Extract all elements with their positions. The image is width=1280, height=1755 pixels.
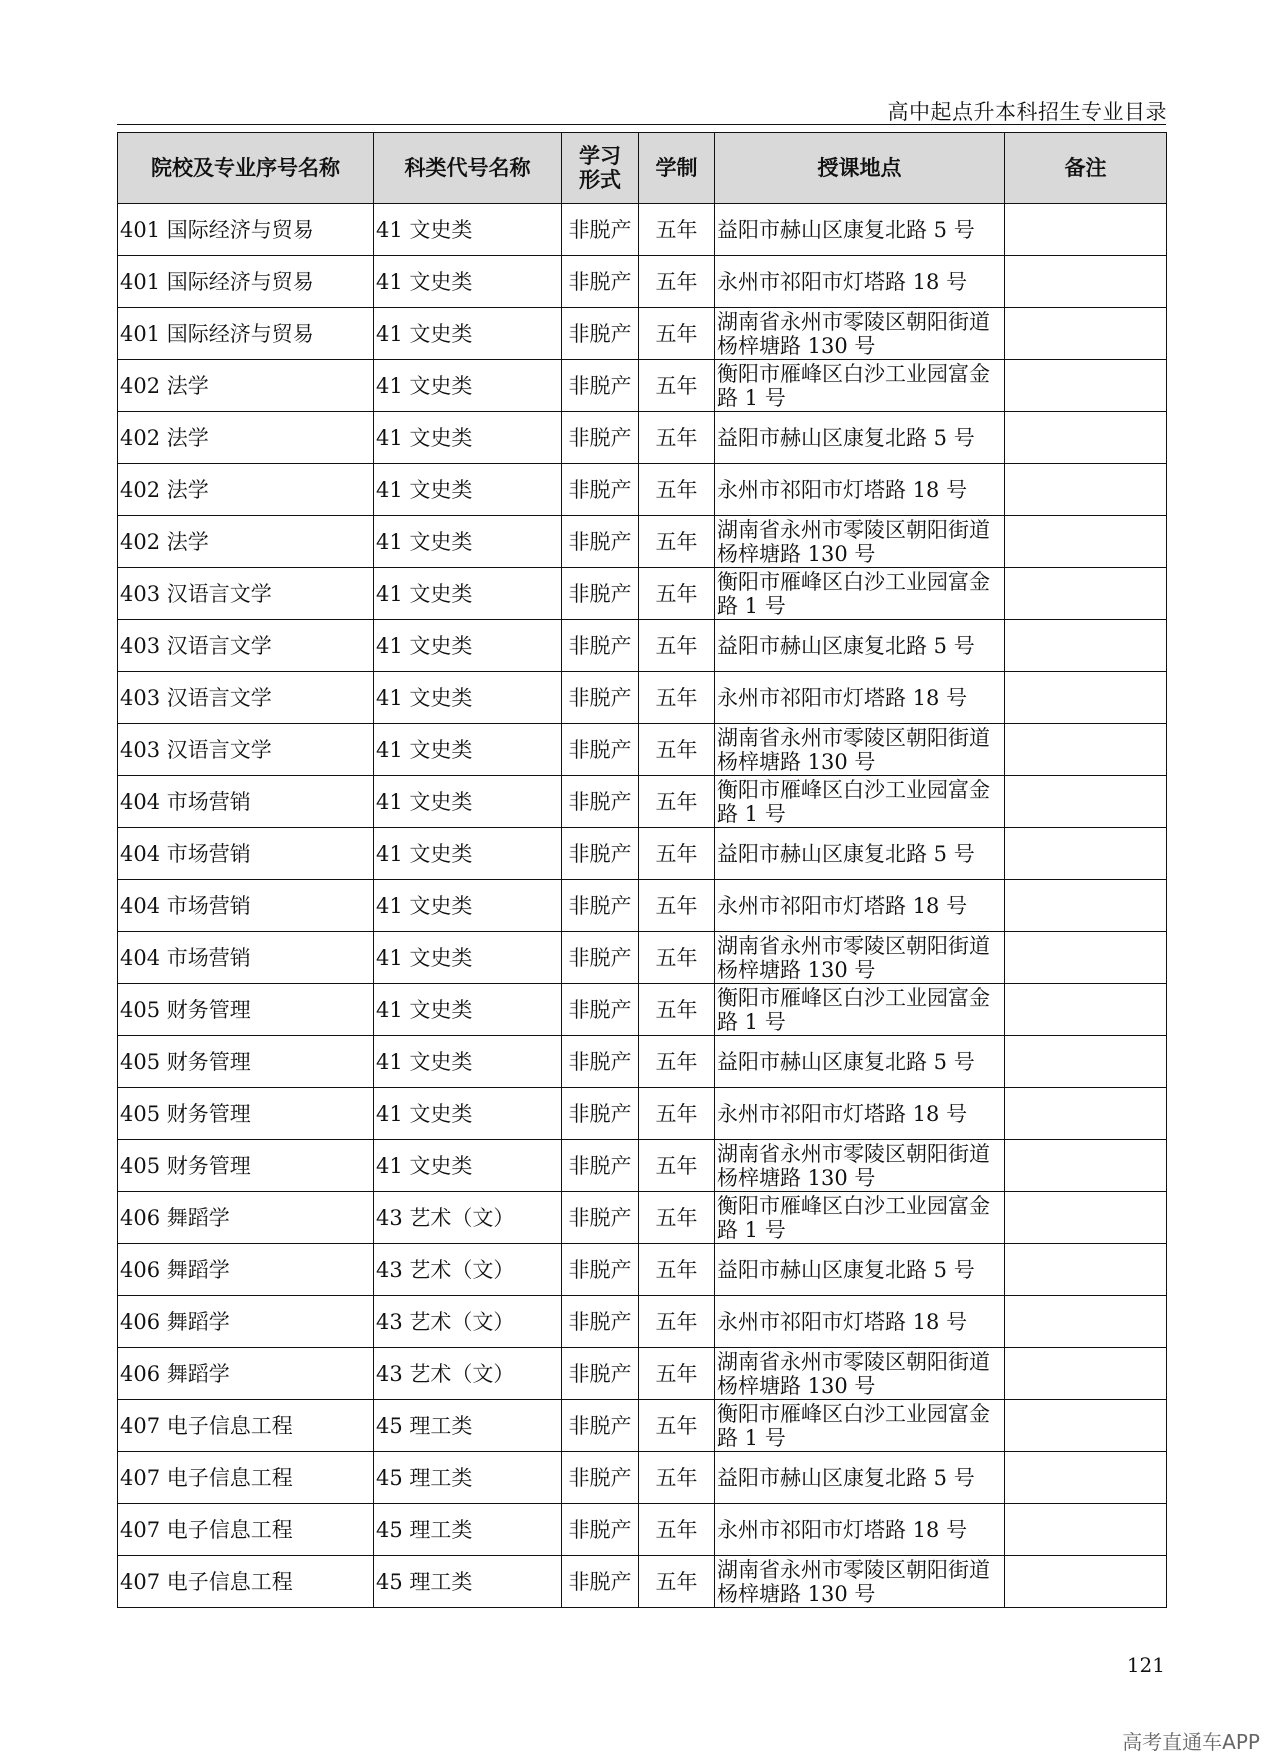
cell-remark <box>1005 984 1167 1036</box>
cell-location: 湖南省永州市零陵区朝阳街道杨梓塘路 130 号 <box>715 932 1005 984</box>
cell-major: 404 市场营销 <box>118 932 374 984</box>
cell-category: 41 文史类 <box>374 1036 562 1088</box>
cell-study-form: 非脱产 <box>562 776 639 828</box>
cell-duration: 五年 <box>639 620 715 672</box>
cell-remark <box>1005 1036 1167 1088</box>
table-row <box>118 1504 1167 1556</box>
major-catalog-table <box>117 132 1167 1608</box>
cell-remark <box>1005 672 1167 724</box>
cell-major: 402 法学 <box>118 412 374 464</box>
cell-major: 402 法学 <box>118 360 374 412</box>
cell-category: 41 文史类 <box>374 1140 562 1192</box>
cell-remark <box>1005 308 1167 360</box>
cell-location: 湖南省永州市零陵区朝阳街道杨梓塘路 130 号 <box>715 1556 1005 1608</box>
table-row <box>118 828 1167 880</box>
header-location: 授课地点 <box>715 133 1005 204</box>
cell-remark <box>1005 880 1167 932</box>
cell-duration: 五年 <box>639 360 715 412</box>
cell-category: 41 文史类 <box>374 724 562 776</box>
cell-study-form: 非脱产 <box>562 1244 639 1296</box>
table-row <box>118 568 1167 620</box>
table-row <box>118 516 1167 568</box>
cell-major: 402 法学 <box>118 516 374 568</box>
cell-category: 41 文史类 <box>374 1088 562 1140</box>
cell-category: 41 文史类 <box>374 360 562 412</box>
cell-duration: 五年 <box>639 828 715 880</box>
cell-category: 45 理工类 <box>374 1452 562 1504</box>
cell-study-form: 非脱产 <box>562 1556 639 1608</box>
cell-remark <box>1005 1244 1167 1296</box>
cell-duration: 五年 <box>639 1036 715 1088</box>
cell-remark <box>1005 776 1167 828</box>
cell-category: 41 文史类 <box>374 984 562 1036</box>
cell-location: 衡阳市雁峰区白沙工业园富金路 1 号 <box>715 1192 1005 1244</box>
cell-study-form: 非脱产 <box>562 568 639 620</box>
cell-location: 衡阳市雁峰区白沙工业园富金路 1 号 <box>715 984 1005 1036</box>
app-watermark: 高考直通车APP <box>1122 1730 1260 1754</box>
cell-duration: 五年 <box>639 672 715 724</box>
cell-major: 403 汉语言文学 <box>118 620 374 672</box>
cell-major: 403 汉语言文学 <box>118 672 374 724</box>
cell-duration: 五年 <box>639 1192 715 1244</box>
cell-location: 益阳市赫山区康复北路 5 号 <box>715 1036 1005 1088</box>
cell-duration: 五年 <box>639 308 715 360</box>
cell-duration: 五年 <box>639 1504 715 1556</box>
table-row <box>118 1556 1167 1608</box>
table-row <box>118 1400 1167 1452</box>
cell-study-form: 非脱产 <box>562 204 639 256</box>
header-study-form-line1: 学习 <box>579 144 621 168</box>
header-study-form <box>562 133 639 204</box>
cell-category: 41 文史类 <box>374 880 562 932</box>
cell-duration: 五年 <box>639 1140 715 1192</box>
cell-study-form: 非脱产 <box>562 412 639 464</box>
cell-location: 永州市祁阳市灯塔路 18 号 <box>715 1504 1005 1556</box>
cell-location: 衡阳市雁峰区白沙工业园富金路 1 号 <box>715 568 1005 620</box>
page-header-title: 高中起点升本科招生专业目录 <box>887 100 1167 124</box>
table-row <box>118 932 1167 984</box>
header-duration: 学制 <box>639 133 715 204</box>
cell-major: 407 电子信息工程 <box>118 1452 374 1504</box>
table-row <box>118 1088 1167 1140</box>
cell-location: 益阳市赫山区康复北路 5 号 <box>715 828 1005 880</box>
cell-major: 401 国际经济与贸易 <box>118 204 374 256</box>
cell-major: 405 财务管理 <box>118 1036 374 1088</box>
cell-remark <box>1005 620 1167 672</box>
cell-location: 永州市祁阳市灯塔路 18 号 <box>715 1088 1005 1140</box>
cell-duration: 五年 <box>639 932 715 984</box>
cell-category: 45 理工类 <box>374 1400 562 1452</box>
cell-study-form: 非脱产 <box>562 1504 639 1556</box>
header-major: 院校及专业序号名称 <box>118 133 374 204</box>
cell-remark <box>1005 724 1167 776</box>
cell-category: 41 文史类 <box>374 672 562 724</box>
table-row <box>118 412 1167 464</box>
table-row <box>118 776 1167 828</box>
cell-category: 43 艺术（文） <box>374 1348 562 1400</box>
cell-location: 湖南省永州市零陵区朝阳街道杨梓塘路 130 号 <box>715 308 1005 360</box>
cell-duration: 五年 <box>639 256 715 308</box>
cell-remark <box>1005 204 1167 256</box>
cell-remark <box>1005 1140 1167 1192</box>
cell-study-form: 非脱产 <box>562 932 639 984</box>
cell-remark <box>1005 1556 1167 1608</box>
cell-category: 41 文史类 <box>374 204 562 256</box>
cell-duration: 五年 <box>639 1556 715 1608</box>
cell-duration: 五年 <box>639 1296 715 1348</box>
cell-category: 41 文史类 <box>374 256 562 308</box>
cell-study-form: 非脱产 <box>562 724 639 776</box>
cell-major: 402 法学 <box>118 464 374 516</box>
cell-location: 湖南省永州市零陵区朝阳街道杨梓塘路 130 号 <box>715 724 1005 776</box>
cell-study-form: 非脱产 <box>562 1400 639 1452</box>
table-header-row <box>118 133 1167 204</box>
cell-study-form: 非脱产 <box>562 308 639 360</box>
cell-major: 405 财务管理 <box>118 1088 374 1140</box>
cell-category: 41 文史类 <box>374 620 562 672</box>
cell-remark <box>1005 464 1167 516</box>
cell-remark <box>1005 412 1167 464</box>
cell-category: 43 艺术（文） <box>374 1244 562 1296</box>
cell-remark <box>1005 1452 1167 1504</box>
table-row <box>118 1140 1167 1192</box>
cell-category: 43 艺术（文） <box>374 1296 562 1348</box>
header-divider <box>117 124 1166 125</box>
cell-category: 41 文史类 <box>374 464 562 516</box>
cell-duration: 五年 <box>639 880 715 932</box>
table-row <box>118 620 1167 672</box>
cell-major: 401 国际经济与贸易 <box>118 308 374 360</box>
cell-remark <box>1005 1400 1167 1452</box>
table-row <box>118 1296 1167 1348</box>
header-category: 科类代号名称 <box>374 133 562 204</box>
cell-major: 404 市场营销 <box>118 776 374 828</box>
cell-study-form: 非脱产 <box>562 1296 639 1348</box>
cell-major: 406 舞蹈学 <box>118 1192 374 1244</box>
cell-category: 41 文史类 <box>374 308 562 360</box>
cell-remark <box>1005 360 1167 412</box>
cell-duration: 五年 <box>639 1452 715 1504</box>
cell-location: 衡阳市雁峰区白沙工业园富金路 1 号 <box>715 360 1005 412</box>
cell-category: 45 理工类 <box>374 1556 562 1608</box>
table-row <box>118 360 1167 412</box>
cell-major: 406 舞蹈学 <box>118 1244 374 1296</box>
cell-remark <box>1005 1296 1167 1348</box>
cell-location: 湖南省永州市零陵区朝阳街道杨梓塘路 130 号 <box>715 516 1005 568</box>
cell-location: 永州市祁阳市灯塔路 18 号 <box>715 464 1005 516</box>
cell-study-form: 非脱产 <box>562 1192 639 1244</box>
cell-remark <box>1005 1504 1167 1556</box>
cell-major: 407 电子信息工程 <box>118 1556 374 1608</box>
table-row <box>118 880 1167 932</box>
header-remark: 备注 <box>1005 133 1167 204</box>
cell-location: 永州市祁阳市灯塔路 18 号 <box>715 1296 1005 1348</box>
cell-major: 405 财务管理 <box>118 984 374 1036</box>
cell-duration: 五年 <box>639 1348 715 1400</box>
cell-study-form: 非脱产 <box>562 256 639 308</box>
cell-study-form: 非脱产 <box>562 828 639 880</box>
cell-study-form: 非脱产 <box>562 620 639 672</box>
cell-duration: 五年 <box>639 204 715 256</box>
table-row <box>118 1244 1167 1296</box>
cell-study-form: 非脱产 <box>562 1140 639 1192</box>
cell-category: 43 艺术（文） <box>374 1192 562 1244</box>
cell-location: 永州市祁阳市灯塔路 18 号 <box>715 880 1005 932</box>
cell-category: 41 文史类 <box>374 412 562 464</box>
cell-remark <box>1005 256 1167 308</box>
cell-duration: 五年 <box>639 464 715 516</box>
cell-category: 45 理工类 <box>374 1504 562 1556</box>
cell-category: 41 文史类 <box>374 568 562 620</box>
cell-study-form: 非脱产 <box>562 360 639 412</box>
cell-duration: 五年 <box>639 1088 715 1140</box>
table-row <box>118 724 1167 776</box>
table-row <box>118 1036 1167 1088</box>
table-row <box>118 308 1167 360</box>
cell-location: 益阳市赫山区康复北路 5 号 <box>715 1452 1005 1504</box>
cell-location: 衡阳市雁峰区白沙工业园富金路 1 号 <box>715 776 1005 828</box>
cell-location: 湖南省永州市零陵区朝阳街道杨梓塘路 130 号 <box>715 1140 1005 1192</box>
cell-duration: 五年 <box>639 724 715 776</box>
cell-category: 41 文史类 <box>374 932 562 984</box>
cell-study-form: 非脱产 <box>562 880 639 932</box>
cell-duration: 五年 <box>639 984 715 1036</box>
table-row <box>118 672 1167 724</box>
cell-duration: 五年 <box>639 776 715 828</box>
cell-location: 湖南省永州市零陵区朝阳街道杨梓塘路 130 号 <box>715 1348 1005 1400</box>
cell-major: 404 市场营销 <box>118 880 374 932</box>
cell-study-form: 非脱产 <box>562 1088 639 1140</box>
table-row <box>118 256 1167 308</box>
cell-location: 衡阳市雁峰区白沙工业园富金路 1 号 <box>715 1400 1005 1452</box>
cell-study-form: 非脱产 <box>562 984 639 1036</box>
cell-major: 407 电子信息工程 <box>118 1504 374 1556</box>
table-row <box>118 1192 1167 1244</box>
cell-study-form: 非脱产 <box>562 1348 639 1400</box>
cell-study-form: 非脱产 <box>562 672 639 724</box>
cell-category: 41 文史类 <box>374 516 562 568</box>
cell-location: 益阳市赫山区康复北路 5 号 <box>715 204 1005 256</box>
cell-study-form: 非脱产 <box>562 1452 639 1504</box>
cell-study-form: 非脱产 <box>562 1036 639 1088</box>
cell-remark <box>1005 932 1167 984</box>
cell-major: 403 汉语言文学 <box>118 724 374 776</box>
cell-major: 407 电子信息工程 <box>118 1400 374 1452</box>
table-row <box>118 464 1167 516</box>
cell-study-form: 非脱产 <box>562 464 639 516</box>
cell-duration: 五年 <box>639 516 715 568</box>
cell-duration: 五年 <box>639 1400 715 1452</box>
cell-category: 41 文史类 <box>374 776 562 828</box>
cell-remark <box>1005 1088 1167 1140</box>
cell-major: 403 汉语言文学 <box>118 568 374 620</box>
cell-category: 41 文史类 <box>374 828 562 880</box>
cell-major: 406 舞蹈学 <box>118 1296 374 1348</box>
cell-duration: 五年 <box>639 568 715 620</box>
cell-location: 益阳市赫山区康复北路 5 号 <box>715 1244 1005 1296</box>
cell-study-form: 非脱产 <box>562 516 639 568</box>
cell-major: 405 财务管理 <box>118 1140 374 1192</box>
cell-remark <box>1005 828 1167 880</box>
cell-remark <box>1005 568 1167 620</box>
table-row <box>118 1452 1167 1504</box>
cell-major: 401 国际经济与贸易 <box>118 256 374 308</box>
table-row <box>118 984 1167 1036</box>
cell-location: 益阳市赫山区康复北路 5 号 <box>715 412 1005 464</box>
cell-duration: 五年 <box>639 1244 715 1296</box>
header-study-form-line2: 形式 <box>579 168 621 192</box>
page-number: 121 <box>1126 1653 1165 1677</box>
table-row <box>118 204 1167 256</box>
cell-remark <box>1005 516 1167 568</box>
cell-major: 406 舞蹈学 <box>118 1348 374 1400</box>
cell-major: 404 市场营销 <box>118 828 374 880</box>
cell-remark <box>1005 1192 1167 1244</box>
cell-location: 永州市祁阳市灯塔路 18 号 <box>715 672 1005 724</box>
cell-location: 益阳市赫山区康复北路 5 号 <box>715 620 1005 672</box>
cell-remark <box>1005 1348 1167 1400</box>
table-row <box>118 1348 1167 1400</box>
cell-location: 永州市祁阳市灯塔路 18 号 <box>715 256 1005 308</box>
cell-duration: 五年 <box>639 412 715 464</box>
